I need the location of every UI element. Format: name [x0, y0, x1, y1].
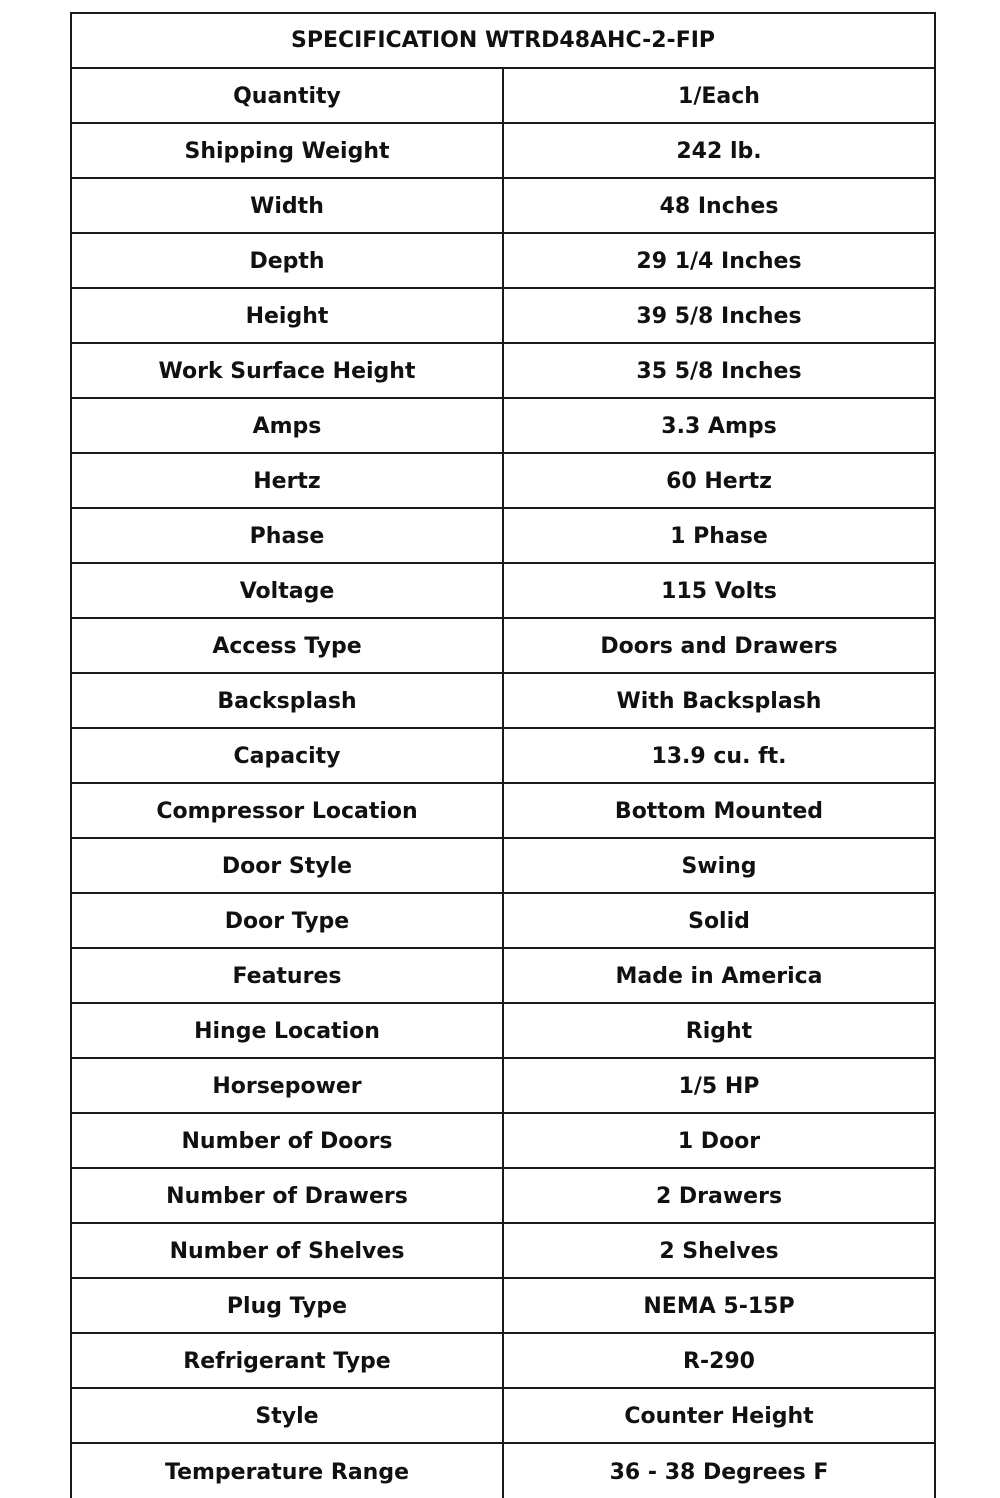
spec-label: Refrigerant Type — [71, 1333, 503, 1388]
spec-value: 115 Volts — [503, 563, 935, 618]
table-row — [71, 563, 935, 618]
table-row — [71, 1003, 935, 1058]
table-title: SPECIFICATION WTRD48AHC-2-FIP — [71, 13, 935, 68]
spec-value: NEMA 5-15P — [503, 1278, 935, 1333]
spec-value: 2 Shelves — [503, 1223, 935, 1278]
table-row — [71, 508, 935, 563]
table-row — [71, 1168, 935, 1223]
table-row — [71, 1278, 935, 1333]
spec-label: Depth — [71, 233, 503, 288]
table-row — [71, 618, 935, 673]
spec-label: Door Style — [71, 838, 503, 893]
spec-value: 13.9 cu. ft. — [503, 728, 935, 783]
spec-label: Number of Drawers — [71, 1168, 503, 1223]
spec-label: Shipping Weight — [71, 123, 503, 178]
table-row — [71, 1443, 935, 1498]
table-row — [71, 453, 935, 508]
spec-value: 3.3 Amps — [503, 398, 935, 453]
table-row — [71, 123, 935, 178]
spec-label: Hertz — [71, 453, 503, 508]
table-row — [71, 1333, 935, 1388]
table-row — [71, 1113, 935, 1168]
table-row — [71, 948, 935, 1003]
spec-label: Hinge Location — [71, 1003, 503, 1058]
spec-value: 60 Hertz — [503, 453, 935, 508]
spec-label: Amps — [71, 398, 503, 453]
table-row — [71, 343, 935, 398]
spec-value: 48 Inches — [503, 178, 935, 233]
spec-value: 1 Phase — [503, 508, 935, 563]
spec-label: Backsplash — [71, 673, 503, 728]
spec-label: Access Type — [71, 618, 503, 673]
spec-label: Phase — [71, 508, 503, 563]
spec-label: Width — [71, 178, 503, 233]
spec-value: Right — [503, 1003, 935, 1058]
table-row — [71, 838, 935, 893]
spec-value: 1/Each — [503, 68, 935, 123]
spec-label: Compressor Location — [71, 783, 503, 838]
spec-value: 1 Door — [503, 1113, 935, 1168]
spec-label: Style — [71, 1388, 503, 1443]
spec-value: 242 lb. — [503, 123, 935, 178]
spec-label: Quantity — [71, 68, 503, 123]
spec-label: Number of Shelves — [71, 1223, 503, 1278]
table-body — [71, 68, 935, 1498]
table-row — [71, 893, 935, 948]
spec-value: Made in America — [503, 948, 935, 1003]
spec-value: 39 5/8 Inches — [503, 288, 935, 343]
spec-value: 1/5 HP — [503, 1058, 935, 1113]
spec-value: Bottom Mounted — [503, 783, 935, 838]
table-row — [71, 68, 935, 123]
spec-label: Voltage — [71, 563, 503, 618]
spec-label: Features — [71, 948, 503, 1003]
specification-table — [70, 12, 936, 1498]
table-row — [71, 1058, 935, 1113]
table-row — [71, 398, 935, 453]
spec-label: Work Surface Height — [71, 343, 503, 398]
spec-value: 2 Drawers — [503, 1168, 935, 1223]
table-row — [71, 1388, 935, 1443]
table-row — [71, 783, 935, 838]
table-row — [71, 728, 935, 783]
spec-value: 29 1/4 Inches — [503, 233, 935, 288]
spec-value: Solid — [503, 893, 935, 948]
table-header-row — [71, 13, 935, 68]
spec-value: 35 5/8 Inches — [503, 343, 935, 398]
spec-label: Plug Type — [71, 1278, 503, 1333]
spec-label: Horsepower — [71, 1058, 503, 1113]
spec-value: With Backsplash — [503, 673, 935, 728]
spec-label: Temperature Range — [71, 1443, 503, 1498]
spec-label: Capacity — [71, 728, 503, 783]
spec-value: 36 - 38 Degrees F — [503, 1443, 935, 1498]
spec-label: Door Type — [71, 893, 503, 948]
spec-value: Swing — [503, 838, 935, 893]
spec-label: Number of Doors — [71, 1113, 503, 1168]
spec-value: Counter Height — [503, 1388, 935, 1443]
table-row — [71, 673, 935, 728]
table-row — [71, 233, 935, 288]
spec-value: Doors and Drawers — [503, 618, 935, 673]
table-row — [71, 1223, 935, 1278]
table-row — [71, 178, 935, 233]
spec-value: R-290 — [503, 1333, 935, 1388]
spec-label: Height — [71, 288, 503, 343]
table-row — [71, 288, 935, 343]
